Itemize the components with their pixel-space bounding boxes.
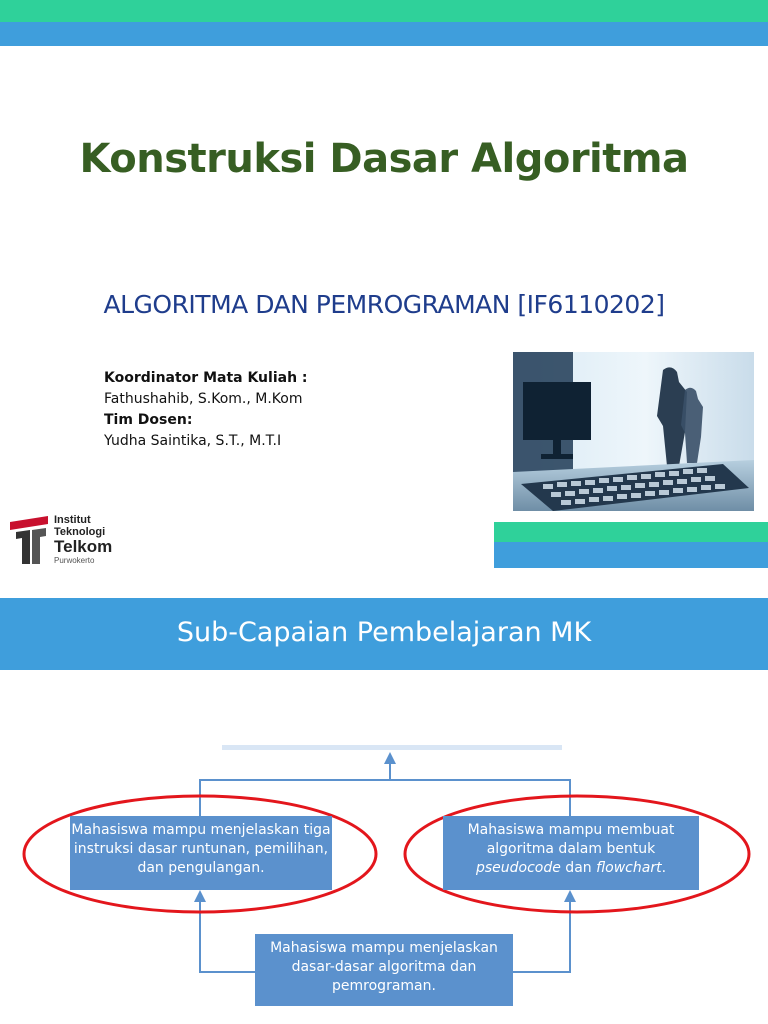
outcome-box-basics: Mahasiswa mampu menjelaskan dasar-dasar algoritma dan pemrograman. [255,934,513,1006]
arrow-up-right-icon [564,890,576,902]
outcome-right-period: . [661,860,667,876]
logo-line-telkom: Telkom [54,537,113,556]
outcome-right-flowchart: flowchart [596,860,662,876]
ittp-logo-mark-icon [10,514,50,564]
slide-title: Konstruksi Dasar Algoritma [79,136,689,182]
team-member-name: Yudha Saintika, S.T., M.T.I [104,433,282,449]
office-keyboard-photo [513,352,754,511]
header-blue-bar [0,22,768,46]
outcome-right-and: dan [560,860,597,876]
logo-line-institut: Institut [54,514,91,526]
arrow-up-top-icon [384,752,396,764]
ittp-logo [10,512,140,568]
footer-blue-bar [494,542,768,568]
logo-line-teknologi: Teknologi [54,526,106,538]
footer-green-bar [494,522,768,542]
course-subtitle: ALGORITMA DAN PEMROGRAMAN [IF6110202] [103,290,665,319]
header-green-bar [0,0,768,22]
lecturer-info [104,368,308,452]
outcome-box-pseudocode [443,816,699,890]
slide2-title: Sub-Capaian Pembelajaran MK [176,617,592,648]
outcome-right-text: Mahasiswa mampu membuat algoritma dalam bentuk [467,822,675,857]
arrow-up-left-icon [194,890,206,902]
coordinator-label: Koordinator Mata Kuliah : [104,370,308,386]
coordinator-name: Fathushahib, S.Kom., M.Kom [104,391,303,407]
team-label: Tim Dosen: [104,412,193,428]
logo-line-purwokerto: Purwokerto [54,556,95,565]
outcome-right-pseudocode: pseudocode [475,860,561,876]
outcome-box-instructions: Mahasiswa mampu menjelaskan tiga instruksi dasar runtunan, pemilihan, dan pengulangan. [70,816,332,890]
